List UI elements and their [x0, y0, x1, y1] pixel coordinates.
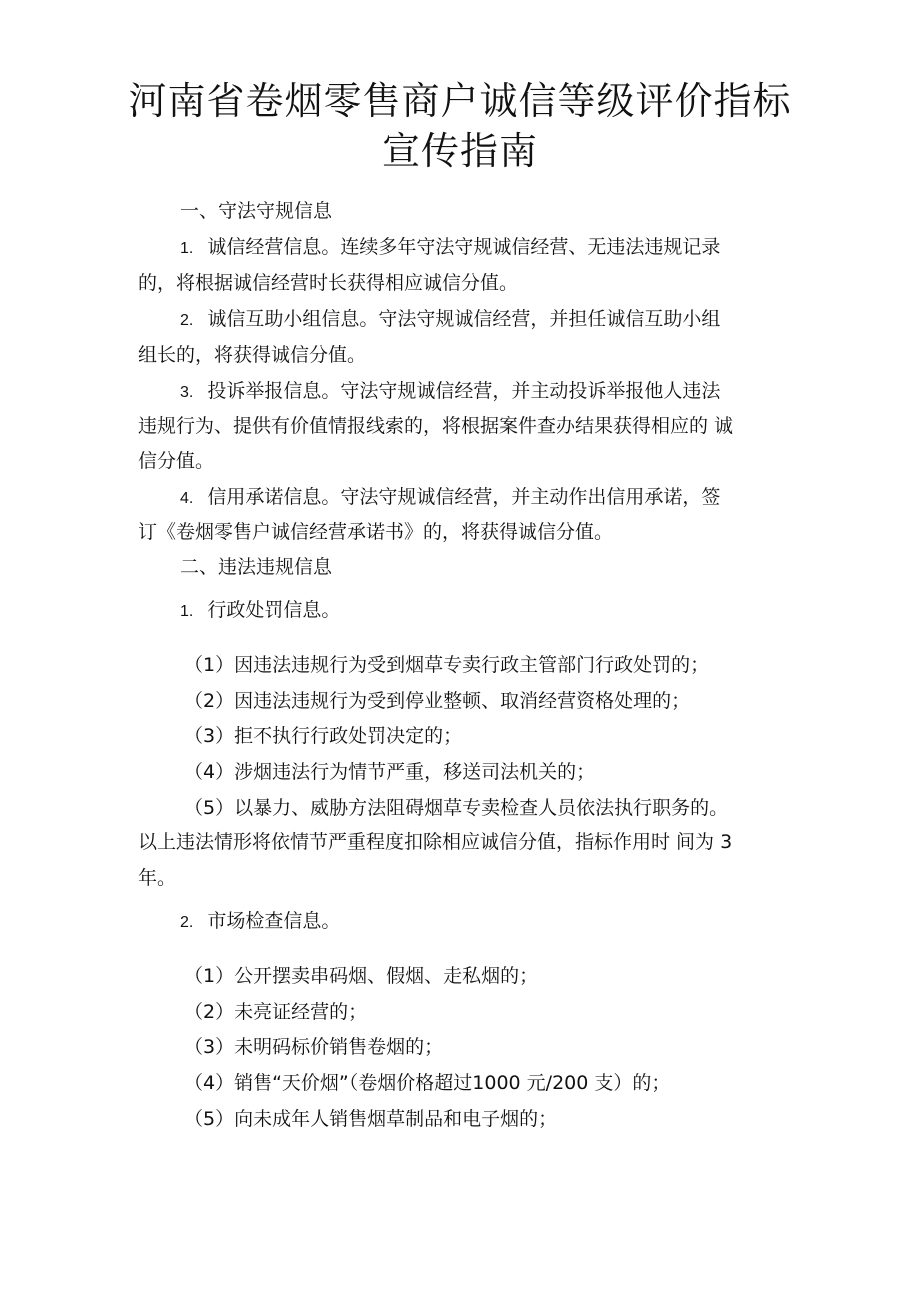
section2-sub2-heading	[180, 908, 340, 936]
item-number: 2.	[180, 914, 194, 931]
section2-sub1-item2: （2）因违法违规行为受到停业整顿、取消经营资格处理的；	[184, 690, 691, 712]
section1-item4-line2: 订《卷烟零售户诚信经营承诺书》的，将获得诚信分值。	[138, 521, 614, 543]
section2-sub1-item3: （3）拒不执行行政处罚决定的；	[184, 725, 463, 747]
item-number: 3.	[180, 384, 194, 401]
section2-sub2-item1: （1）公开摆卖串码烟、假烟、走私烟的；	[184, 965, 539, 987]
document-title-line1: 河南省卷烟零售商户诚信等级评价指标	[128, 79, 792, 123]
section2-sub1-item5: （5）以暴力、威胁方法阻碍烟草专卖检查人员依法执行职务的。	[184, 797, 729, 819]
section2-sub1-note-line2: 年。	[138, 867, 177, 889]
section1-item1-line1	[180, 234, 720, 262]
item-number: 1.	[180, 240, 194, 257]
section2-sub2-item4: （4）销售“天价烟”（卷烟价格超过1000 元/200 支）的；	[184, 1072, 671, 1094]
section1-item3-line3: 信分值。	[138, 450, 215, 472]
section2-sub1-item1: （1）因违法违规行为受到烟草专卖行政主管部门行政处罚的；	[184, 654, 710, 676]
section1-heading: 一、守法守规信息	[180, 200, 333, 222]
section1-item2-line1	[180, 306, 720, 334]
item-number: 4.	[180, 490, 194, 507]
section2-heading: 二、违法违规信息	[180, 556, 333, 578]
section1-item3-line1	[180, 378, 720, 406]
item-number: 2.	[180, 312, 194, 329]
section2-sub2-item2: （2）未亮证经营的；	[184, 1001, 368, 1023]
section1-item4-line1	[180, 484, 720, 512]
section2-sub1-note-line1: 以上违法情形将依情节严重程度扣除相应诚信分值，指标作用时 间为 3	[138, 831, 733, 853]
section2-sub1-heading	[180, 597, 340, 625]
section1-item3-line2: 违规行为、提供有价值情报线索的，将根据案件查办结果获得相应的 诚	[138, 415, 734, 437]
section2-sub2-item3: （3）未明码标价销售卷烟的；	[184, 1036, 444, 1058]
item-text: 诚信经营信息。连续多年守法守规诚信经营、无违法违规记录	[207, 236, 721, 258]
item-text: 诚信互助小组信息。守法守规诚信经营，并担任诚信互助小组	[207, 308, 721, 330]
item-number: 1.	[180, 603, 194, 620]
section1-item2-line2: 组长的，将获得诚信分值。	[138, 344, 367, 366]
item-text: 行政处罚信息。	[207, 599, 341, 621]
section1-item1-line2: 的，将根据诚信经营时长获得相应诚信分值。	[138, 272, 519, 294]
document-title-line2: 宣传指南	[381, 129, 538, 173]
item-text: 市场检查信息。	[207, 910, 341, 932]
item-text: 信用承诺信息。守法守规诚信经营，并主动作出信用承诺，签	[207, 486, 721, 508]
section2-sub2-item5: （5）向未成年人销售烟草制品和电子烟的；	[184, 1108, 558, 1130]
section2-sub1-item4: （4）涉烟违法行为情节严重，移送司法机关的；	[184, 761, 596, 783]
item-text: 投诉举报信息。守法守规诚信经营，并主动投诉举报他人违法	[207, 380, 721, 402]
